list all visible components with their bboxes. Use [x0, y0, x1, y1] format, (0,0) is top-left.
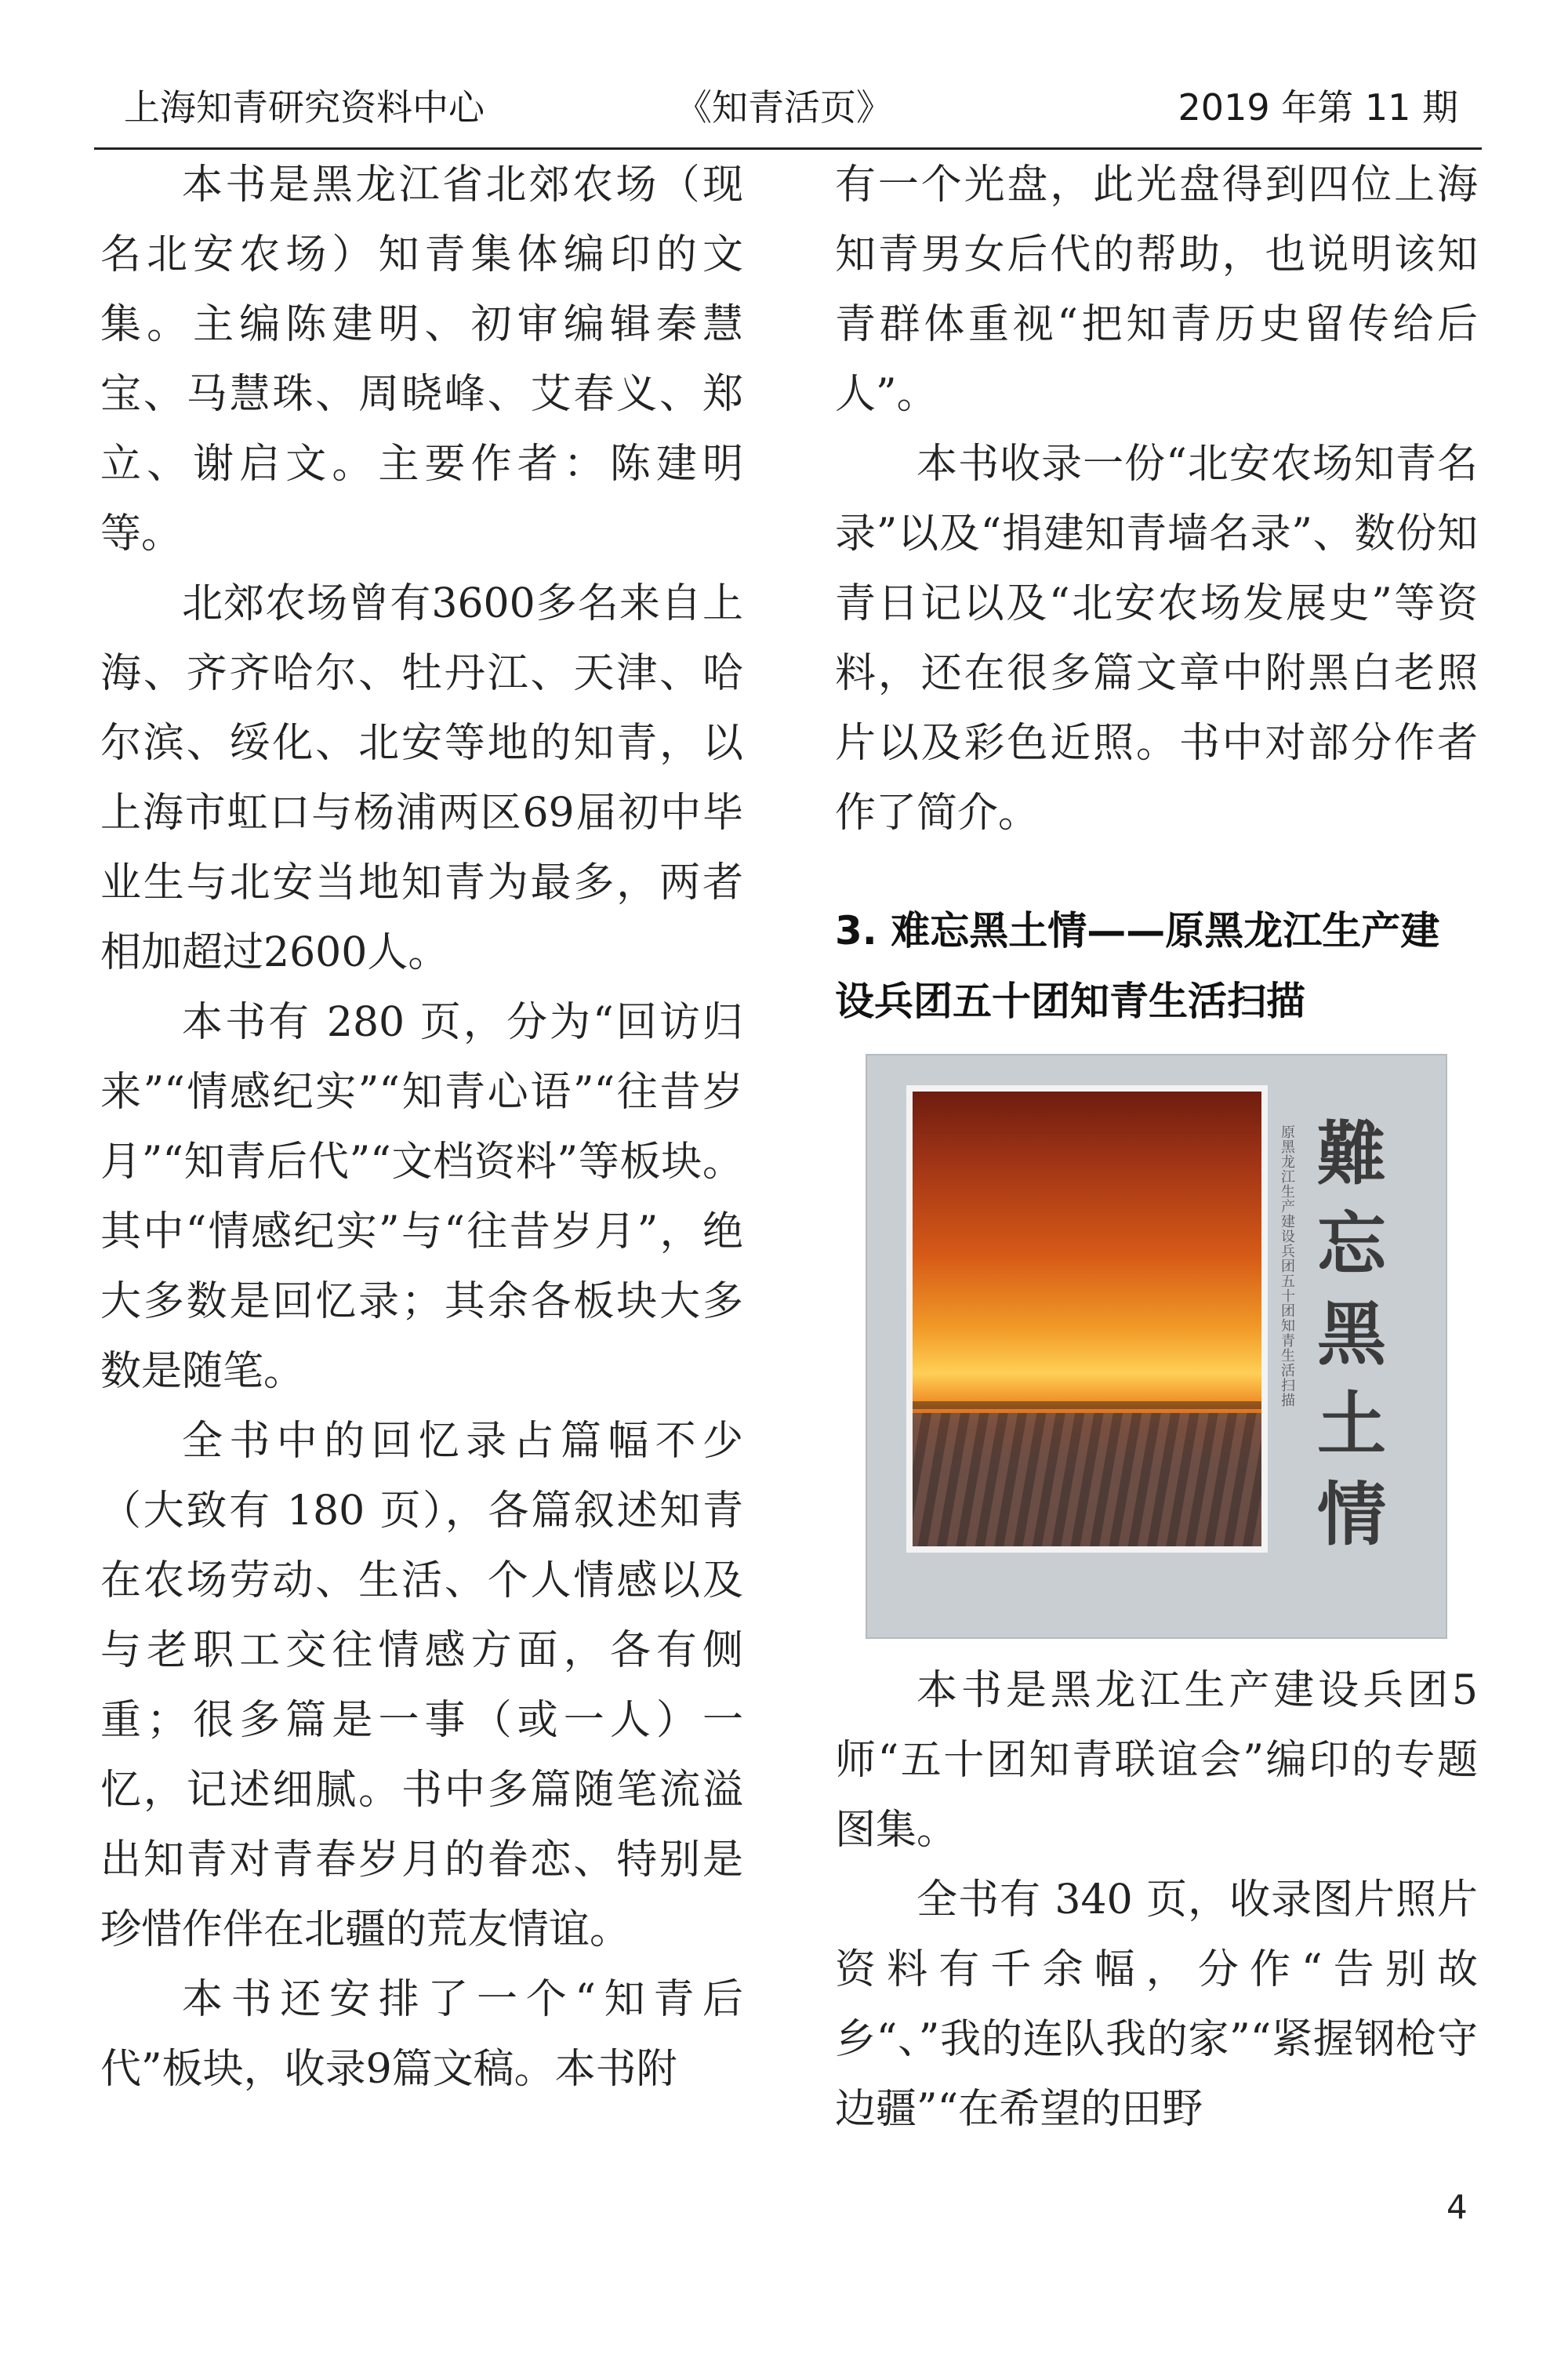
- page-header: [94, 80, 1474, 135]
- book-cover-subtitle: 原黑龙江生产建设兵团五十团知青生活扫描: [1279, 1124, 1295, 1408]
- paragraph-continuation: 有一个光盘，此光盘得到四位上海知青男女后代的帮助，也说明该知青群体重视“把知青历史留传给后人”。: [835, 162, 1478, 418]
- paragraph: 全书中的回忆录占篇幅不少（大致有 180 页），各篇叙述知青在农场劳动、生活、个人情感以及与老职工交往情感方面，各有侧重；很多篇是一事（或一人）一忆，记述细腻。书中多篇随笔流溢出知青对青春岁月的眷恋、特别是珍惜作伴在北疆的荒友情谊。: [100, 1418, 743, 1953]
- book-cover-photo: [866, 1054, 1447, 1639]
- right-column: [835, 151, 1478, 2145]
- plowed-field: [913, 1413, 1261, 1546]
- horizon-line: [913, 1401, 1261, 1409]
- book-cover-calligraphy-title: 難忘黑土情: [1316, 1113, 1386, 1555]
- paragraph: 北郊农场曾有3600多名来自上海、齐齐哈尔、牡丹江、天津、哈尔滨、绥化、北安等地的知青，以上海市虹口与杨浦两区69届初中毕业生与北安当地知青为最多，两者相加超过2600人。: [100, 580, 743, 976]
- header-title: 《知青活页》: [676, 86, 892, 129]
- paragraph: 本书有 280 页，分为“回访归来”“情感纪实”“知青心语”“往昔岁月”“知青后代”“文档资料”等板块。其中“情感纪实”与“往昔岁月”，绝大多数是回忆录；其余各板块大多数是随笔。: [100, 999, 743, 1395]
- paragraph: 本书是黑龙江省北郊农场（现名北安农场）知青集体编印的文集。主编陈建明、初审编辑秦慧宝、马慧珠、周晓峰、艾春义、郑立、谢启文。主要作者：陈建明等。: [100, 162, 743, 558]
- header-publisher: 上海知青研究资料中心: [124, 86, 485, 129]
- left-column: [100, 151, 743, 2105]
- paragraph: 全书有 340 页，收录图片照片资料有千余幅，分作“告别故乡“、”我的连队我的家”“紧握钢枪守边疆”“在希望的田野: [835, 1876, 1478, 2133]
- paragraph: 本书是黑龙江生产建设兵团5师“五十团知青联谊会”编印的专题图集。: [835, 1667, 1478, 1854]
- header-issue: 2019 年第 11 期: [1178, 86, 1458, 129]
- page-number: 4: [1446, 2188, 1468, 2226]
- header-rule: [94, 147, 1482, 150]
- paragraph: 本书收录一份“北安农场知青名录”以及“捐建知青墙名录”、数份知青日记以及“北安农场发展史”等资料，还在很多篇文章中附黑白老照片以及彩色近照。书中对部分作者作了简介。: [835, 441, 1478, 837]
- sunset-field-image: [913, 1092, 1261, 1546]
- paragraph: 本书还安排了一个“知青后代”板块，收录9篇文稿。本书附: [100, 1976, 743, 2093]
- section-title: 3. 难忘黑土情——原黑龙江生产建设兵团五十团知青生活扫描: [835, 908, 1440, 1024]
